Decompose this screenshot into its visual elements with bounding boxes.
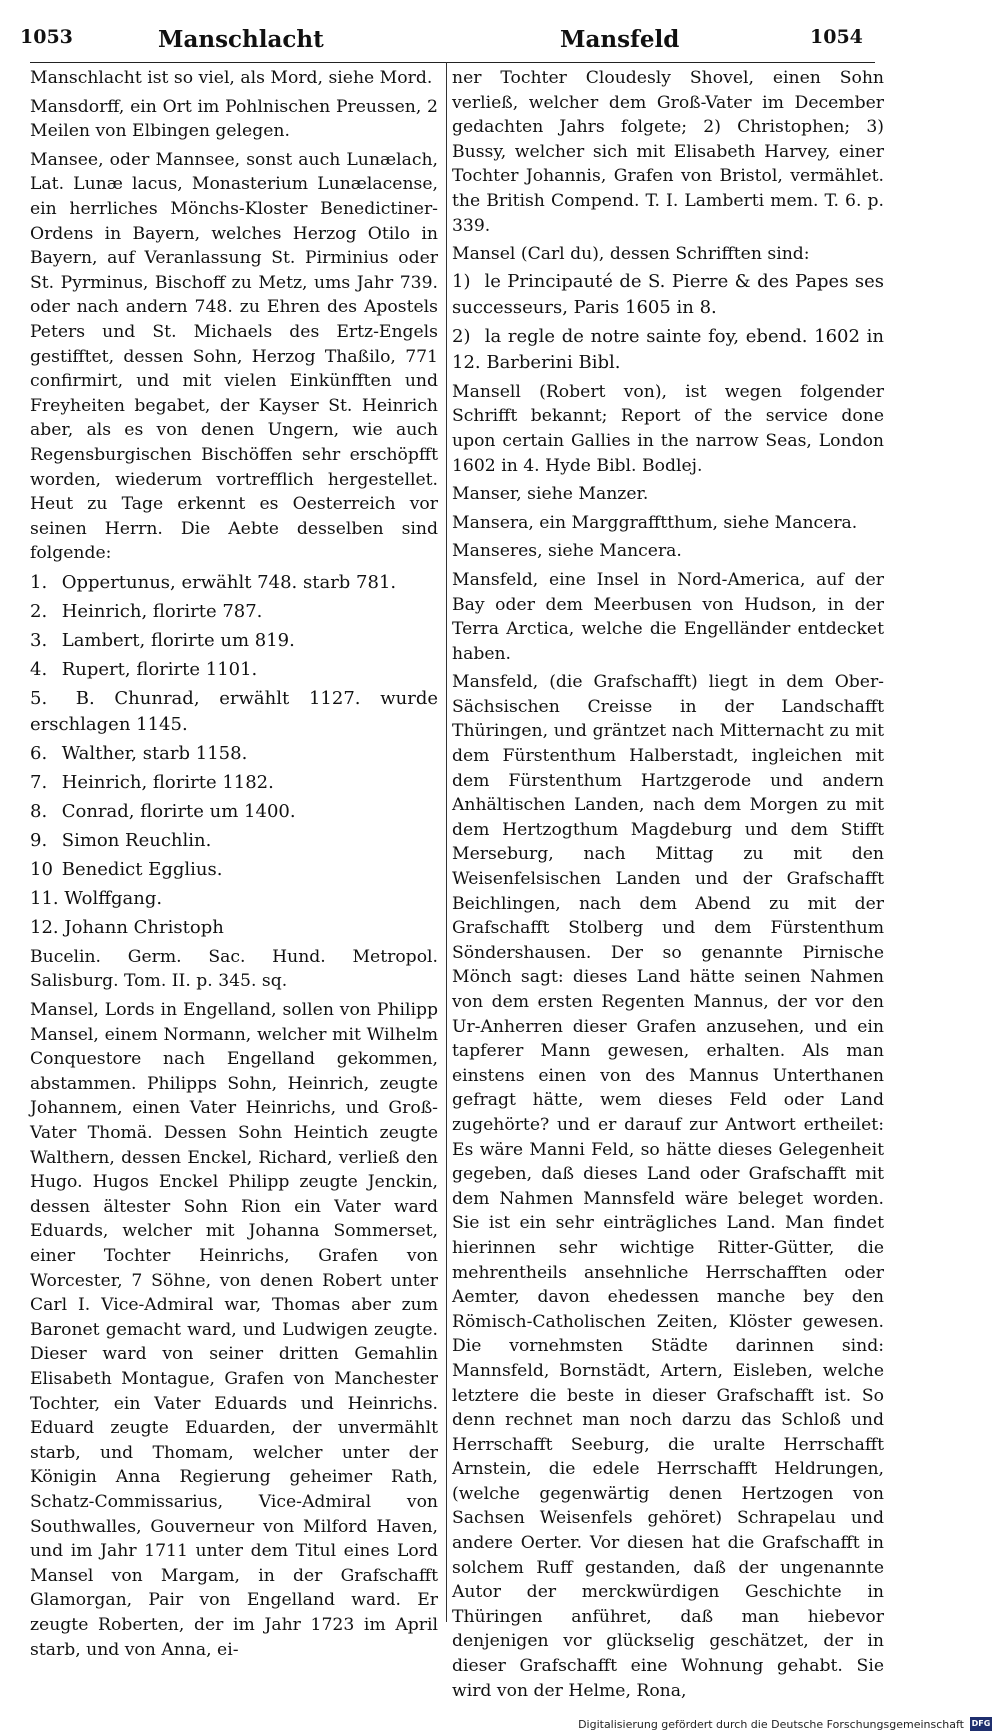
- entry-mansel-carl: Mansel (Carl du), dessen Schrifften sind:: [452, 244, 810, 265]
- header-rule: [30, 62, 875, 63]
- list-text: Walther, starb 1158.: [61, 742, 248, 764]
- list-item: [30, 770, 438, 796]
- list-number: 1.: [30, 571, 48, 593]
- list-number: 11.: [30, 887, 59, 909]
- entry-manser: Manser, siehe Manzer.: [452, 484, 649, 505]
- list-text: Heinrich, florirte 1182.: [61, 771, 274, 793]
- footer-credit: Digitalisierung gefördert durch die Deutsche Forschungsgemeinschaft: [578, 1717, 964, 1731]
- list-number: 2): [452, 325, 471, 347]
- entry-mansee: Mansee, oder Mannsee, sonst auch Lunælach, Lat. Lunæ lacus, Monasterium Lunælacense, ein herrliches Mönchs-Kloster Benedictiner-Ordens in Bayern, welches Herzog Otilo in Bayern, auf Veranlassung St. Pirminius oder St. Pyrminus, Bischoff zu Metz, ums Jahr 739. oder nach andern 748. zu Ehren des Apostels Peters und St. Michaels des Ertz-Engels gestifftet, dessen Sohn, Herzog Thaßilo, 771 confirmirt, und mit vielen Einkünfften und Freyheiten begabet, der Kayser St. Heinrich aber, als es von denen Ungern, wie auch Regensburgischen Bischöffen sehr erschöpfft worden, wiederum vortrefflich hergestellet. Heut zu Tage erkennt es Oesterreich vor seinen Herrn. Die Aebte desselben sind folgende:: [30, 149, 438, 564]
- right-column: [452, 66, 884, 1701]
- list-number: 1): [452, 270, 471, 292]
- list-item: [30, 799, 438, 825]
- left-headword: Manschlacht: [158, 26, 324, 53]
- entry-bucelin-citation: Bucelin. Germ. Sac. Hund. Metropol. Salisburg. Tom. II. p. 345. sq.: [30, 946, 438, 992]
- list-text: le Principauté de S. Pierre & des Papes ses successeurs, Paris 1605 in 8.: [452, 270, 884, 318]
- list-number: 10: [30, 858, 53, 880]
- list-text: Conrad, florirte um 1400.: [61, 800, 296, 822]
- entry-mansell-robert: Mansell (Robert von), ist wegen folgender Schrifft bekannt; Report of the service done upon certain Gallies in the narrow Seas, London 1602 in 4. Hyde Bibl. Bodlej.: [452, 381, 884, 476]
- list-text: B. Chunrad, erwählt 1127. wurde erschlagen 1145.: [30, 687, 438, 735]
- list-number: 4.: [30, 658, 48, 680]
- list-text: Benedict Egglius.: [61, 858, 223, 880]
- right-page-number: 1054: [810, 26, 863, 48]
- list-text: Oppertunus, erwählt 748. starb 781.: [61, 571, 397, 593]
- left-column: [30, 66, 438, 1660]
- digitization-footer: [578, 1715, 992, 1733]
- entry-mansfeld-insel: Mansfeld, eine Insel in Nord-America, auf der Bay oder dem Meerbusen von Hudson, in der Terra Arctica, welche die Engelländer entdecket haben.: [452, 569, 884, 664]
- entry-manschlacht: Manschlacht ist so viel, als Mord, siehe Mord.: [30, 68, 433, 88]
- list-item: [30, 686, 438, 738]
- list-text: Johann Christoph: [64, 916, 224, 938]
- column-divider: [446, 62, 447, 1622]
- list-item: [30, 741, 438, 767]
- entry-mansera: Mansera, ein Marggrafftthum, siehe Mancera.: [452, 512, 858, 533]
- list-item: [30, 628, 438, 654]
- list-number: 6.: [30, 742, 48, 764]
- entry-mansel-lords: Mansel, Lords in Engelland, sollen von Philipp Mansel, einem Normann, welcher mit Wilhelm Conquestore nach Engelland gekommen, abstammen. Philipps Sohn, Heinrich, zeugte Johannem, einen Vater Heinrichs, und Groß-Vater Thomä. Dessen Sohn Heintich zeugte Walthern, dessen Enckel, Richard, verließ den Hugo. Hugos Enckel Philipp zeugte Jenckin, dessen ältester Sohn Rion ein Vater ward Eduards, welcher mit Johanna Sommerset, einer Tochter Heinrichs, Grafen von Worcester, 7 Söhne, von denen Robert unter Carl I. Vice-Admiral war, Thomas aber zum Baronet gemacht ward, und Ludwigen zeugte. Dieser ward von seiner dritten Gemahlin Elisabeth Montague, Grafen von Manchester Tochter, ein Vater Eduards und Heinrichs. Eduard zeugte Eduarden, der unvermählt starb, und Thomam, welcher unter der Königin Anna Regierung geheimer Rath, Schatz-Commissarius, Vice-Admiral von Southwalles, Gouverneur von Milford Haven, und im Jahr 1711 unter dem Titul eines Lord Mansel von Margam, in der Grafschafft Glamorgan, Pair von Engelland ward. Er zeugte Roberten, der im Jahr 1723 im April starb, und von Anna, ei-: [30, 1000, 438, 1660]
- list-number: 8.: [30, 800, 48, 822]
- list-item: [30, 886, 438, 912]
- list-item: [30, 828, 438, 854]
- entry-mansfeld-grafschafft: Mansfeld, (die Grafschafft) liegt in dem Ober-Sächsischen Creisse in der Landschafft Thüringen, und gräntzet nach Mitternacht zu mit dem Fürstenthum Halberstadt, ingleichen mit dem Fürstenthum Hartzgerode und andern Anhältischen Landen, nach dem Morgen zu mit dem Hertzogthum Magdeburg und dem Stifft Merseburg, nach Mittag zu mit den Weisenfelsischen Landen und der Grafschafft Beichlingen, nach dem Abend zu mit der Grafschafft Stolberg und dem Fürstenthum Söndershausen. Der so genannte Pirnische Mönch sagt: dieses Land hätte seinen Nahmen von dem ersten Regenten Mannus, der vor den Ur-Anherren dieser Grafen anzusehen, und ein tapferer Mann gewesen, erhalten. Als man einstens einen von des Mannus Unterthanen gefragt hätte, wem dieses Feld oder Land zugehörte? und er darauf zur Antwort ertheilet: Es wäre Manni Feld, so hätte dieses Gelegenheit gegeben, daß dieses Land oder Grafschafft mit dem Nahmen Mannsfeld wäre beleget worden. Sie ist ein sehr einträgliches Land. Man findet hierinnen sehr wichtige Ritter-Gütter, die mehrentheils ansehnliche Herrschafften oder Aemter, davon ehedessen manche bey den Römisch-Catholischen Zeiten, Klöster gewesen. Die vornehmsten Städte darinnen sind: Mannsfeld, Bornstädt, Artern, Eisleben, welche letztere die beste in dieser Grafschafft ist. So denn rechnet man noch darzu das Schloß und Herrschafft Seeburg, die uralte Herrschafft Arnstein, die edele Herrschafft Heldrungen, (welche gegenwärtig denen Hertzogen von Sachsen Weisenfels gehöret) Schrapelau und andere Oerter. Vor diesen hat die Grafschafft in solchem Ruff gestanden, daß der ungenannte Autor der merckwürdigen Geschichte in Thüringen anführet, daß man hiebevor denjenigen vor glückselig geschätzet, der in dieser Grafschafft eine Wohnung gehabt. Sie wird von der Helme, Rona,: [452, 672, 884, 1701]
- list-number: 7.: [30, 771, 48, 793]
- list-item: [30, 599, 438, 625]
- running-header: [20, 18, 880, 62]
- list-text: la regle de notre sainte foy, ebend. 1602 in 12. Barberini Bibl.: [452, 325, 884, 373]
- list-item: [452, 269, 884, 321]
- list-item: [30, 857, 438, 883]
- works-list: [452, 269, 884, 376]
- list-text: Simon Reuchlin.: [61, 829, 212, 851]
- list-number: 12.: [30, 916, 59, 938]
- entry-mansel-continued: ner Tochter Cloudesly Shovel, einen Sohn verließ, welcher dem Groß-Vater im December gedachten Jahrs folgete; 2) Christophen; 3) Bussy, welcher sich mit Elisabeth Harvey, einer Tochter Johannis, Grafen von Bristol, vermählet. the British Compend. T. I. Lamberti mem. T. 6. p. 339.: [452, 68, 884, 236]
- list-number: 3.: [30, 629, 48, 651]
- left-page-number: 1053: [20, 26, 73, 48]
- list-text: Wolffgang.: [64, 887, 163, 909]
- list-text: Heinrich, florirte 787.: [61, 600, 263, 622]
- list-number: 5.: [30, 687, 48, 709]
- list-item: [30, 570, 438, 596]
- list-text: Lambert, florirte um 819.: [61, 629, 295, 651]
- dfg-logo-icon: DFG: [970, 1717, 992, 1731]
- list-item: [30, 657, 438, 683]
- list-number: 9.: [30, 829, 48, 851]
- entry-mansdorff: Mansdorff, ein Ort im Pohlnischen Preussen, 2 Meilen von Elbingen gelegen.: [30, 96, 438, 142]
- list-item: [30, 915, 438, 941]
- entry-manseres: Manseres, siehe Mancera.: [452, 541, 682, 562]
- right-headword: Mansfeld: [560, 26, 680, 53]
- list-number: 2.: [30, 600, 48, 622]
- abbot-list: [30, 570, 438, 941]
- list-item: [452, 324, 884, 376]
- list-text: Rupert, florirte 1101.: [61, 658, 258, 680]
